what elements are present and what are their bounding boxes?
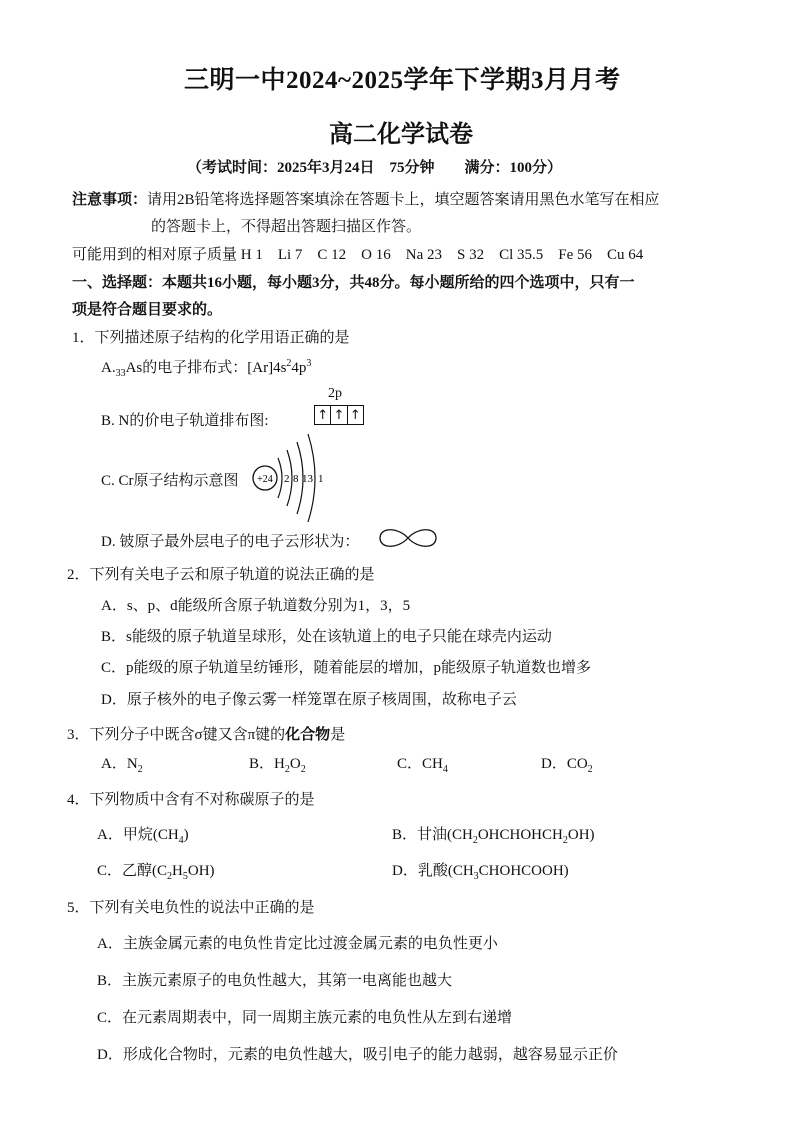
q4-option-c: C．乙醇$(C_2H_5OH)$ — [97, 863, 215, 882]
q3-option-b: B．$H_2O_2$ — [249, 756, 306, 775]
shell-arc-1 — [278, 458, 282, 498]
orbital-diagram — [314, 405, 364, 425]
q1-option-a: $A._{33}As$的电子排布式：$[Ar]4s^24p^3$ — [101, 358, 312, 379]
notice-line-1 — [72, 188, 660, 209]
q5-option-d: D．形成化合物时，元素的电负性越大，吸引电子的能力越弱，越容易显示正价 — [97, 1047, 618, 1063]
q4-option-b: B．甘油$(CH_2OHCHOHCH_2OH)$ — [392, 827, 595, 846]
q3-option-d: D．$CO_2$ — [541, 756, 593, 775]
q2-option-c: C．p能级的原子轨道呈纺锤形，随着能层的增加，p能级原子轨道数也增多 — [101, 660, 592, 676]
section1-line-1: 一、选择题：本题共16小题，每小题3分，共48分。每小题所给的四个选项中，只有一 — [72, 275, 635, 291]
q4-option-d: D．乳酸$(CH_3CHOHCOOH)$ — [392, 863, 569, 882]
notice-label: 注意事项： — [72, 192, 148, 208]
q4-stem: 4．下列物质中含有不对称碳原子的是 — [67, 792, 315, 808]
q1-stem: 1．下列描述原子结构的化学用语正确的是 — [72, 330, 350, 346]
q5-option-c: C．在元素周期表中，同一周期主族元素的电负性从左到右递增 — [97, 1010, 513, 1026]
shell-count-4: 1 — [318, 473, 324, 485]
q3-stem: 3．下列分子中既含σ键又含π键的化合物是 — [67, 727, 346, 743]
cr-atom-structure-diagram — [248, 428, 338, 528]
dumbbell-orbital-shape — [376, 526, 440, 550]
exam-subtitle: 高二化学试卷 — [329, 122, 473, 148]
notice-text-1: 请用2B铅笔将选择题答案填涂在答题卡上，填空题答案请用黑色水笔写在相应 — [147, 192, 660, 208]
q4-option-a: A．甲烷$(CH_4)$ — [97, 827, 189, 846]
q2-option-d: D．原子核外的电子像云雾一样笼罩在原子核周围，故称电子云 — [101, 692, 517, 708]
section1-line-2: 项是符合题目要求的。 — [72, 302, 223, 318]
q1-option-b: B. N的价电子轨道排布图: — [101, 413, 269, 429]
orbital-arrow-2: ↑ — [331, 406, 347, 424]
q2-stem: 2．下列有关电子云和原子轨道的说法正确的是 — [67, 567, 375, 583]
q2-option-a: A．s、p、d能级所含原子轨道数分别为1，3，5 — [101, 598, 411, 614]
orbital-label-2p: 2p — [328, 386, 342, 401]
q3-option-a: A．$N_2$ — [101, 756, 143, 775]
q5-option-b: B．主族元素原子的电负性越大，其第一电离能也越大 — [97, 973, 453, 989]
orbital-arrow-1: ↑ — [315, 406, 331, 424]
q3-option-c: C．$CH_4$ — [397, 756, 448, 775]
q2-option-b: B．s能级的原子轨道呈球形，处在该轨道上的电子只能在球壳内运动 — [101, 629, 552, 645]
exam-info: （考试时间：2025年3月24日 75分钟 满分：100分） — [187, 160, 563, 176]
nucleus-charge: +24 — [257, 474, 273, 485]
q1-option-c: C. Cr原子结构示意图 — [101, 473, 239, 489]
q5-stem: 5．下列有关电负性的说法中正确的是 — [67, 900, 315, 916]
orbital-arrow-3: ↑ — [349, 407, 361, 423]
exam-title: 三明一中2024~2025学年下学期3月月考 — [184, 67, 621, 94]
shell-count-1: 2 — [284, 473, 290, 485]
shell-count-3: 13 — [302, 473, 313, 485]
notice-line-2: 的答题卡上，不得超出答题扫描区作答。 — [151, 219, 422, 235]
q5-option-a: A．主族金属元素的电负性肯定比过渡金属元素的电负性更小 — [97, 936, 498, 952]
shell-count-2: 8 — [293, 473, 299, 485]
atomic-mass-line: 可能用到的相对原子质量 H 1 Li 7 C 12 O 16 Na 23 S 32 Cl 35.5 Fe 56 Cu 64 — [72, 247, 644, 263]
q1-option-d: D. 铍原子最外层电子的电子云形状为： — [101, 534, 360, 550]
